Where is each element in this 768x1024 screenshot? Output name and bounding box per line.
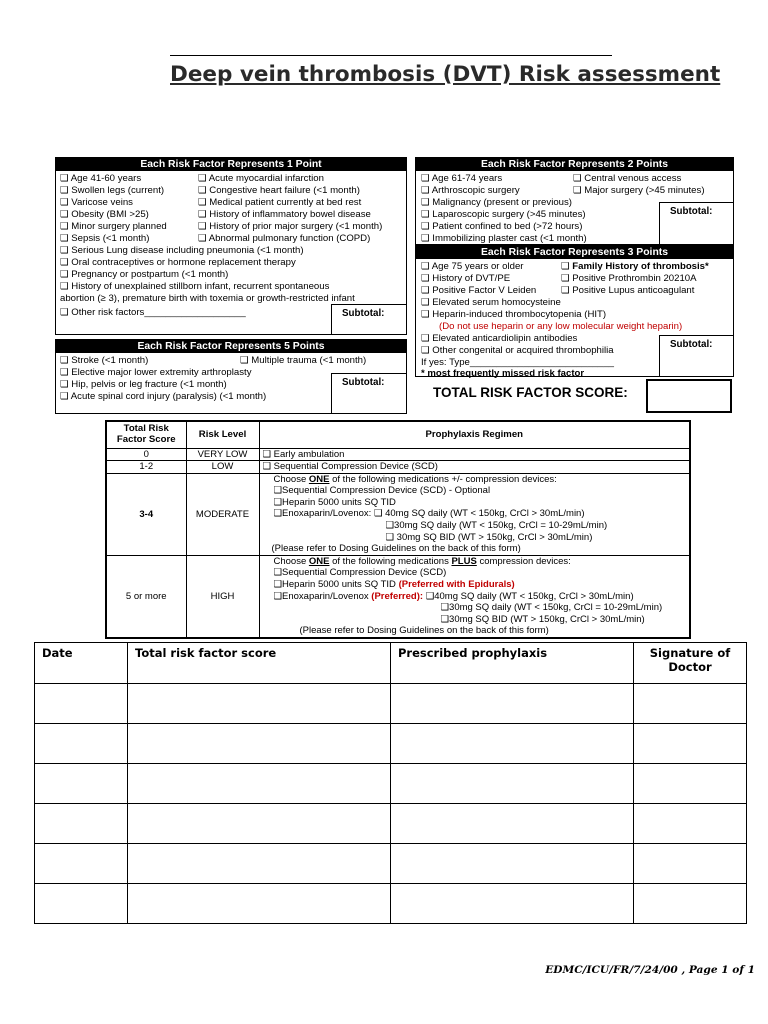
date-cell[interactable]	[35, 804, 128, 844]
signature-cell[interactable]	[634, 844, 747, 884]
score-cell: 0	[106, 448, 186, 461]
total-score-field[interactable]	[646, 379, 732, 413]
one-point-box	[55, 157, 407, 335]
table-row	[106, 448, 690, 461]
five-point-items	[60, 355, 266, 403]
three-point-header: Each Risk Factor Represents 3 Points	[416, 246, 733, 259]
five-point-subtotal[interactable]: Subtotal:	[331, 373, 407, 414]
table-row	[106, 461, 690, 474]
risk-item: ❑ Central venous access	[573, 173, 682, 184]
table-row	[35, 724, 747, 764]
risk-item: ❑ Minor surgery planned	[60, 220, 167, 232]
col-header-risk-level: Risk Level	[186, 421, 259, 448]
risk-item: ❑ Congestive heart failure (<1 month)	[198, 184, 360, 196]
risk-item: ❑ History of DVT/PE	[421, 272, 511, 284]
risk-item: ❑ Positive Lupus anticoagulant	[561, 284, 695, 296]
table-row	[35, 884, 747, 924]
three-point-left	[421, 261, 536, 297]
if-yes-type: If yes: Type___________________________	[421, 356, 614, 368]
col-header-total-score: Total risk factor score	[128, 643, 391, 684]
two-point-header: Each Risk Factor Represents 2 Points	[416, 158, 733, 171]
risk-item: ❑ Oral contraceptives or hormone replacement therapy	[60, 256, 296, 268]
col-header-signature: Signature of Doctor	[634, 643, 747, 684]
risk-level-cell: MODERATE	[186, 473, 259, 555]
risk-item: ❑ Arthroscopic surgery	[421, 184, 520, 196]
risk-level-cell: LOW	[186, 461, 259, 474]
risk-item: ❑ Patient confined to bed (>72 hours)	[421, 220, 583, 232]
prophylaxis-log-table	[34, 642, 747, 924]
col-header-score: Total Risk Factor Score	[106, 421, 186, 448]
three-point-box	[415, 245, 734, 380]
risk-item: ❑ Age 75 years or older	[421, 261, 524, 272]
regimen-cell: Choose ONE of the following medications +/- compression devices: ❑Sequential Compression Device (SCD) - Optional ❑Heparin 5000 units SQ TID ❑Enoxaparin/Lovenox: ❑ 40mg SQ daily (WT < 150kg, CrCl > 30mL/min) ❑30mg SQ daily (WT < 150kg, CrCl = 10-29mL/min) ❑ 30mg SQ BID (WT > 150kg, CrCl > 30mL/min) (Please refer to Dosing Guidelines on the back of this form)	[259, 473, 690, 555]
page-title: Deep vein thrombosis (DVT) Risk assessment	[170, 62, 721, 87]
risk-item: ❑ Heparin-induced thrombocytopenia (HIT)	[421, 308, 607, 320]
two-point-left	[421, 173, 587, 244]
risk-item: ❑ Malignancy (present or previous)	[421, 196, 572, 208]
signature-cell[interactable]	[634, 764, 747, 804]
risk-item: ❑ Family History of thrombosis*	[561, 261, 709, 272]
risk-item: ❑ History of prior major surgery (<1 month)	[198, 220, 383, 232]
date-cell[interactable]	[35, 724, 128, 764]
risk-item: ❑ Stroke (<1 month)	[60, 355, 149, 366]
risk-item: ❑ Abnormal pulmonary function (COPD)	[198, 232, 371, 244]
three-point-right	[561, 261, 709, 297]
score-cell: 5 or more	[106, 555, 186, 638]
five-point-header: Each Risk Factor Represents 5 Points	[56, 340, 406, 353]
risk-item: ❑ Hip, pelvis or leg fracture (<1 month)	[60, 378, 227, 390]
one-point-header: Each Risk Factor Represents 1 Point	[56, 158, 406, 171]
score-cell[interactable]	[128, 884, 391, 924]
risk-item: ❑ Positive Prothrombin 20210A	[561, 272, 697, 284]
date-cell[interactable]	[35, 764, 128, 804]
score-cell[interactable]	[128, 764, 391, 804]
signature-cell[interactable]	[634, 884, 747, 924]
two-point-box	[415, 157, 734, 245]
risk-item: ❑ Laparoscopic surgery (>45 minutes)	[421, 208, 586, 220]
risk-item: ❑ Swollen legs (current)	[60, 184, 165, 196]
prophylaxis-cell[interactable]	[391, 764, 634, 804]
two-point-subtotal[interactable]: Subtotal:	[659, 202, 734, 245]
score-cell: 3-4	[106, 473, 186, 555]
col-header-prescribed: Prescribed prophylaxis	[391, 643, 634, 684]
date-cell[interactable]	[35, 684, 128, 724]
risk-item: ❑ Elevated anticardiolipin antibodies	[421, 332, 578, 344]
risk-item: ❑ Age 61-74 years	[421, 173, 503, 184]
risk-item: ❑ Medical patient currently at bed rest	[198, 196, 362, 208]
risk-item: ❑ Major surgery (>45 minutes)	[573, 184, 705, 196]
table-row	[35, 764, 747, 804]
prophylaxis-cell[interactable]	[391, 684, 634, 724]
three-point-full-rows	[421, 297, 682, 380]
risk-item: ❑ History of inflammatory bowel disease	[198, 208, 371, 220]
score-cell[interactable]	[128, 724, 391, 764]
risk-item-other: ❑ Other risk factors___________________	[60, 306, 246, 318]
risk-item-continued: abortion (≥ 3), premature birth with toxemia or growth-restricted infant	[60, 292, 355, 304]
risk-level-cell: HIGH	[186, 555, 259, 638]
score-cell[interactable]	[128, 844, 391, 884]
risk-item: ❑ Elective major lower extremity arthroplasty	[60, 366, 252, 378]
score-cell[interactable]	[128, 804, 391, 844]
risk-item: ❑ Acute myocardial infarction	[198, 173, 324, 184]
table-row	[35, 804, 747, 844]
score-cell: 1-2	[106, 461, 186, 474]
risk-item: ❑ Multiple trauma (<1 month)	[240, 355, 367, 366]
risk-item: ❑ Positive Factor V Leiden	[421, 284, 537, 296]
five-point-box	[55, 339, 407, 414]
title-rule	[170, 55, 612, 56]
two-point-right	[573, 173, 705, 197]
missed-factor-note: * most frequently missed risk factor	[421, 368, 585, 380]
date-cell[interactable]	[35, 884, 128, 924]
risk-item: ❑ Acute spinal cord injury (paralysis) (<1 month)	[60, 390, 267, 402]
prophylaxis-cell[interactable]	[391, 884, 634, 924]
date-cell[interactable]	[35, 844, 128, 884]
risk-item: ❑ Sepsis (<1 month)	[60, 232, 150, 244]
page-footer: EDMC/ICU/FR/7/24/00 , Page 1 of 1	[545, 964, 755, 976]
table-row	[35, 844, 747, 884]
regimen-cell: Choose ONE of the following medications PLUS compression devices: ❑Sequential Compression Device (SCD) ❑Heparin 5000 units SQ TID (Preferred with Epidurals) ❑Enoxaparin/Lovenox (Preferred): ❑40mg SQ daily (WT < 150kg, CrCl > 30mL/min) ❑30mg SQ daily (WT < 150kg, CrCl = 10-29mL/min) ❑30mg SQ BID (WT > 150kg, CrCl > 30mL/min) (Please refer to Dosing Guidelines on the back of this form)	[259, 555, 690, 638]
table-row	[106, 555, 690, 638]
prophylaxis-cell[interactable]	[391, 844, 634, 884]
prophylaxis-table	[105, 420, 691, 639]
risk-item: ❑ Obesity (BMI >25)	[60, 208, 149, 220]
one-point-col1	[60, 173, 167, 244]
prophylaxis-cell[interactable]	[391, 724, 634, 764]
prophylaxis-cell[interactable]	[391, 804, 634, 844]
risk-item: ❑ Elevated serum homocysteine	[421, 297, 561, 308]
signature-cell[interactable]	[634, 684, 747, 724]
three-point-subtotal[interactable]: Subtotal:	[659, 335, 734, 377]
one-point-subtotal[interactable]: Subtotal:	[331, 304, 407, 335]
risk-level-cell: VERY LOW	[186, 448, 259, 461]
col-header-regimen: Prophylaxis Regimen	[259, 421, 690, 448]
risk-item: ❑ Pregnancy or postpartum (<1 month)	[60, 268, 229, 280]
risk-item: ❑ Serious Lung disease including pneumonia (<1 month)	[60, 245, 304, 256]
one-point-col2	[198, 173, 382, 244]
risk-item: ❑ Immobilizing plaster cast (<1 month)	[421, 232, 587, 244]
table-row	[106, 473, 690, 555]
signature-cell[interactable]	[634, 724, 747, 764]
risk-item: ❑ Varicose veins	[60, 196, 133, 208]
risk-item: ❑ Age 41-60 years	[60, 173, 142, 184]
one-point-full-rows	[60, 245, 355, 318]
table-row	[35, 684, 747, 724]
col-header-date: Date	[35, 643, 128, 684]
heparin-warning: (Do not use heparin or any low molecular weight heparin)	[439, 320, 683, 332]
risk-item: ❑ History of unexplained stillborn infant, recurrent spontaneous	[60, 280, 330, 292]
total-score-label: TOTAL RISK FACTOR SCORE:	[433, 385, 628, 400]
signature-cell[interactable]	[634, 804, 747, 844]
risk-item: ❑ Other congenital or acquired thrombophilia	[421, 344, 614, 356]
score-cell[interactable]	[128, 684, 391, 724]
regimen-cell: ❑ Sequential Compression Device (SCD)	[259, 461, 690, 474]
regimen-cell: ❑ Early ambulation	[259, 448, 690, 461]
